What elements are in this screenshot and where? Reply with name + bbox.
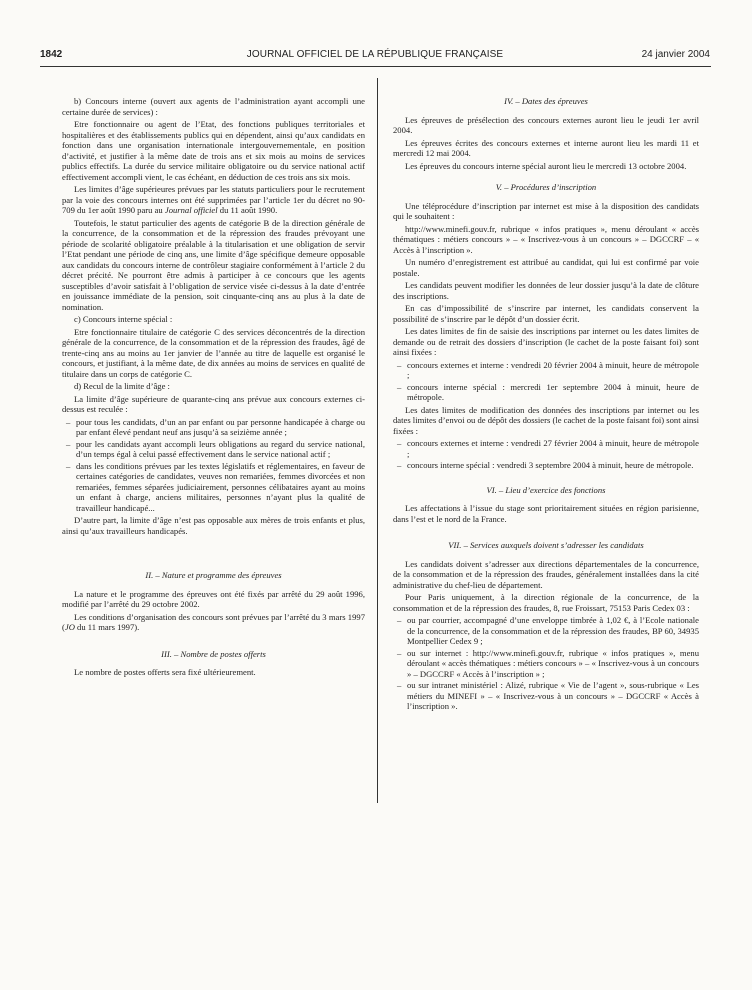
- section-heading: IV. – Dates des épreuves: [504, 96, 588, 106]
- dash-list: [393, 615, 699, 712]
- list-item: – ou sur intranet ministériel : Alizé, rubrique « Vie de l’agent », sous-rubrique « Les métiers du MINEFI » – « Inscrivez-vous à un concours » – DGCCRF « Accès à l’inscription ».: [393, 680, 699, 712]
- journal-reference: Journal officiel: [164, 205, 218, 215]
- paragraph: b) Concours interne (ouvert aux agents de l’administration ayant accompli une certaine durée de services) :: [62, 96, 365, 117]
- dash-list: [393, 438, 699, 471]
- list-item: – dans les conditions prévues par les textes législatifs et réglementaires, en faveur de certaines catégories de candidates, veuves non remariées, femmes divorcées et non remariées, femmes séparées judiciairement, personnes célibataires ayant au moins un enfant à charge, anciens militaires, personnes n’ayant plus la qualité de travailleur handicapé...: [62, 461, 365, 514]
- paragraph: Toutefois, le statut particulier des agents de catégorie B de la direction générale de la concurrence, de la consommation et de la répression des fraudes prévoyant une période de scolarité obligatoire préalable à la titularisation et une obligation de servir l’Etat pendant une période de cinq ans, une limite d’âge spécifique demeure opposable aux candidats du concours interne de contrôleur stagiaire conformément à l’article 2 du décret précité. Ne pourront être admis à participer à ce concours que les agents susceptibles d’avoir satisfait à l’obligation de service visée ci-dessus à la date d’entrée en jouissance immédiate de la pension, soit cinquante-cinq ans au plus à la date de nomination.: [62, 217, 365, 312]
- list-item: – pour les candidats ayant accompli leurs obligations au regard du service national, d’un temps égal à celui passé effectivement dans le service national actif ;: [62, 439, 365, 460]
- header-rule: [40, 66, 711, 67]
- text-span: Les conditions d’organisation des concours sont prévues par l’arrêté du 3 mars 1997 (: [62, 611, 365, 632]
- journal-reference: JO: [64, 622, 75, 632]
- section-heading: III. – Nombre de postes offerts: [161, 648, 266, 659]
- paragraph: Les candidats doivent s’adresser aux directions départementales de la concurrence, de la consommation et de la répression des fraudes, généralement installées dans la cité administrative du chef-lieu de département.: [393, 558, 699, 590]
- column-divider: [377, 78, 378, 803]
- paragraph: Les affectations à l’issue du stage sont prioritairement situées en région parisienne, dans l’est et le nord de la France.: [393, 503, 699, 524]
- right-column: [393, 96, 699, 714]
- list-item: – concours interne spécial : mercredi 1er septembre 2004 à minuit, heure de métropole.: [393, 382, 699, 403]
- left-column: [62, 96, 365, 680]
- list-item: – ou par courrier, accompagné d’une enveloppe timbrée à 1,02 €, à l’Ecole nationale de la concurrence, de la consommation et de la répression des fraudes, BP 60, 34935 Montpellier Cedex 9 ;: [393, 615, 699, 647]
- paragraph: En cas d’impossibilité de s’inscrire par internet, les candidats conservent la possibilité de s’inscrire par le dépôt d’un dossier écrit.: [393, 303, 699, 324]
- paragraph: d) Recul de la limite d’âge :: [74, 381, 170, 391]
- page-header: [40, 48, 710, 62]
- section-heading: VI. – Lieu d’exercice des fonctions: [486, 484, 606, 495]
- text-span: Les limites d’âge supérieures prévues par les statuts particuliers pour le recrutement par la voie des concours internes ont été supprimées par l’article 1er du décret no 90-709 du 1er août 1990 paru au: [62, 184, 365, 215]
- list-item: – pour tous les candidats, d’un an par enfant ou par personne handicapée à charge ou par enfant élevé pendant neuf ans jusqu’à sa seizième année ;: [62, 417, 365, 438]
- paragraph: Les épreuves de présélection des concours externes auront lieu le jeudi 1er avril 2004.: [393, 114, 699, 135]
- paragraph: Etre fonctionnaire titulaire de catégorie C des services déconcentrés de la direction générale de la concurrence, de la consommation et de la répression des fraudes, âgé de trente-cinq ans au moins au 1er janvier de l’année au titre de laquelle est organisé le concours, et justifiant, à la même date, de dix années au moins de services en qualité de titulaire dans un corps de catégorie C.: [62, 326, 365, 379]
- paragraph: c) Concours interne spécial :: [74, 314, 173, 324]
- list-item: – concours externes et interne : vendredi 20 février 2004 à minuit, heure de métropole ;: [393, 360, 699, 381]
- journal-title: JOURNAL OFFICIEL DE LA RÉPUBLIQUE FRANÇAISE: [246, 49, 504, 60]
- section-heading: V. – Procédures d’inscription: [495, 182, 597, 192]
- paragraph: Etre fonctionnaire ou agent de l’Etat, des fonctions publiques territoriales et hospitalières et des établissements publics qui en dépendent, ainsi qu’aux candidats en fonction dans une organisation internationale intergouvernementale, en position d’activité, et justifier à la même date de trois ans et six mois au moins de services publics effectifs. La durée du service militaire obligatoire ou du service national actif effectivement accompli vient, le cas échéant, en déduction de ces trois ans six mois.: [62, 119, 365, 182]
- paragraph: La nature et le programme des épreuves ont été fixés par arrêté du 29 août 1996, modifié par l’arrêté du 29 octobre 2002.: [62, 588, 365, 609]
- list-item: – concours interne spécial : vendredi 3 septembre 2004 à minuit, heure de métropole.: [393, 460, 699, 471]
- text-span: du 11 mars 1997).: [74, 622, 140, 632]
- text-span: du 11 août 1990.: [219, 205, 278, 215]
- paragraph: Les épreuves écrites des concours externes et interne auront lieu les mardi 11 et mercredi 12 mai 2004.: [393, 137, 699, 158]
- paragraph: [62, 612, 365, 633]
- paragraph: Les épreuves du concours interne spécial auront lieu le mercredi 13 octobre 2004.: [405, 160, 687, 171]
- paragraph: [62, 184, 365, 216]
- paragraph: La limite d’âge supérieure de quarante-cinq ans prévue aux concours externes ci-dessus est reculée :: [62, 393, 365, 414]
- section-heading: VII. – Services auxquels doivent s’adresser les candidats: [448, 540, 644, 550]
- paragraph: Une téléprocédure d’inscription par internet est mise à la disposition des candidats qui le souhaitent :: [393, 200, 699, 221]
- paragraph: http://www.minefi.gouv.fr, rubrique « infos pratiques », menu déroulant « accès thématiques : métiers concours » – « Inscrivez-vous à un concours » – DGCCRF – « Accès à l’inscription ».: [393, 223, 699, 255]
- issue-date: 24 janvier 2004: [641, 49, 710, 60]
- dash-list: [62, 417, 365, 514]
- section-heading: II. – Nature et programme des épreuves: [145, 570, 282, 580]
- paragraph: Pour Paris uniquement, à la direction régionale de la concurrence, de la consommation et de la répression des fraudes, 8, rue Froissart, 75153 Paris Cedex 03 :: [393, 592, 699, 613]
- dash-list: [393, 360, 699, 403]
- paragraph: Les candidats peuvent modifier les données de leur dossier jusqu’à la date de clôture des inscriptions.: [393, 280, 699, 301]
- page-number: 1842: [40, 49, 63, 60]
- paragraph: Les dates limites de fin de saisie des inscriptions par internet ou les dates limites de demande ou de retrait des dossiers d’inscription (le cachet de la poste faisant foi) sont ainsi fixées :: [393, 326, 699, 357]
- paragraph: D’autre part, la limite d’âge n’est pas opposable aux mères de trois enfants et plus, ainsi qu’aux travailleurs handicapés.: [62, 515, 365, 536]
- list-item: – concours externes et interne : vendredi 27 février 2004 à minuit, heure de métropole ;: [393, 438, 699, 459]
- paragraph: Les dates limites de modification des données des inscriptions par internet ou les dates limites d’envoi ou de dépôt des dossiers (le cachet de la poste faisant foi) sont ainsi fixées :: [393, 404, 699, 436]
- paragraph: Un numéro d’enregistrement est attribué au candidat, qui lui est confirmé par voie postale.: [393, 257, 699, 278]
- paragraph: Le nombre de postes offerts sera fixé ultérieurement.: [74, 667, 256, 677]
- list-item: – ou sur internet : http://www.minefi.gouv.fr, rubrique « infos pratiques », menu déroulant « accès thématiques : métiers concours » – « Inscrivez-vous à un concours » – DGCCRF « Accès à l’inscription » ;: [393, 648, 699, 680]
